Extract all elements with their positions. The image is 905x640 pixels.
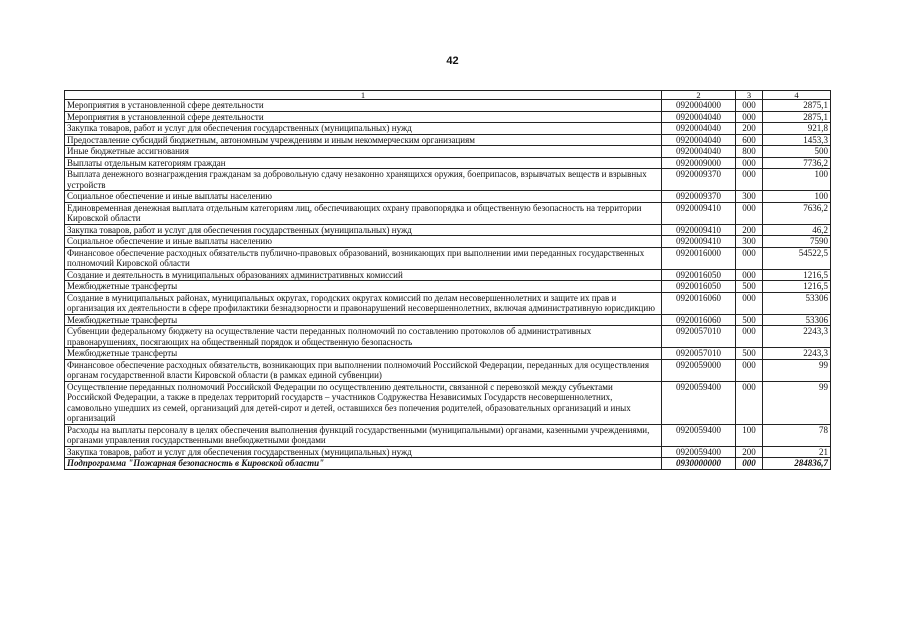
header-code: 2 <box>662 91 736 100</box>
table-row <box>65 269 831 281</box>
row-code-cell: 0920009410 <box>662 202 736 224</box>
row-type-cell: 800 <box>736 146 763 158</box>
row-code-cell: 0920009410 <box>662 236 736 248</box>
row-amount-cell: 100 <box>763 169 831 191</box>
row-code-cell: 0930000000 <box>662 458 736 470</box>
row-name-cell: Выплата денежного вознаграждения гражданам за добровольную сдачу незаконно хранящихся оружия, боеприпасов, взрывчатых веществ и взрывных устройств <box>65 169 662 191</box>
row-type-cell: 000 <box>736 292 763 314</box>
row-type-cell: 000 <box>736 169 763 191</box>
row-code-cell: 0920057010 <box>662 348 736 360</box>
row-amount-cell: 2875,1 <box>763 111 831 123</box>
table-row <box>65 111 831 123</box>
row-amount-cell: 2243,3 <box>763 348 831 360</box>
row-type-cell: 000 <box>736 157 763 169</box>
row-type-cell: 300 <box>736 191 763 203</box>
row-name-cell: Социальное обеспечение и иные выплаты населению <box>65 191 662 203</box>
row-amount-cell: 7636,2 <box>763 202 831 224</box>
row-code-cell: 0920009000 <box>662 157 736 169</box>
row-name-cell: Выплаты отдельным категориям граждан <box>65 157 662 169</box>
budget-table <box>64 90 831 470</box>
row-code-cell: 0920016050 <box>662 281 736 293</box>
row-code-cell: 0920004040 <box>662 134 736 146</box>
row-name-cell: Создание в муниципальных районах, муниципальных округах, городских округах комиссий по делам несовершеннолетних и защите их прав и организация их деятельности в сфере профилактики безнадзорности и правонарушений несовершеннолетних, включая административную юрисдикцию <box>65 292 662 314</box>
table-row <box>65 247 831 269</box>
row-code-cell: 0920009370 <box>662 191 736 203</box>
row-type-cell: 000 <box>736 326 763 348</box>
row-type-cell: 000 <box>736 458 763 470</box>
table-row <box>65 202 831 224</box>
row-type-cell: 000 <box>736 381 763 424</box>
row-amount-cell: 53306 <box>763 314 831 326</box>
table-row <box>65 458 831 470</box>
row-name-cell: Межбюджетные трансферты <box>65 348 662 360</box>
table-row <box>65 381 831 424</box>
row-name-cell: Подпрограмма "Пожарная безопасность в Кировской области" <box>65 458 662 470</box>
row-type-cell: 500 <box>736 314 763 326</box>
table-row <box>65 157 831 169</box>
table-row <box>65 446 831 458</box>
row-type-cell: 200 <box>736 446 763 458</box>
row-name-cell: Финансовое обеспечение расходных обязательств, возникающих при выполнении полномочий Российской Федерации, переданных для осуществления органам государственной власти Кировской области (в рамках единой субвенции) <box>65 359 662 381</box>
row-name-cell: Субвенции федеральному бюджету на осуществление части переданных полномочий по составлению протоколов об административных правонарушениях, посягающих на общественный порядок и общественную безопасность <box>65 326 662 348</box>
row-name-cell: Мероприятия в установленной сфере деятельности <box>65 100 662 112</box>
row-amount-cell: 53306 <box>763 292 831 314</box>
row-type-cell: 500 <box>736 281 763 293</box>
row-name-cell: Финансовое обеспечение расходных обязательств публично-правовых образований, возникающих при выполнении ими переданных государственных полномочий Кировской области <box>65 247 662 269</box>
table-header-row <box>65 91 831 100</box>
row-type-cell: 500 <box>736 348 763 360</box>
row-code-cell: 0920004040 <box>662 111 736 123</box>
row-amount-cell: 2875,1 <box>763 100 831 112</box>
row-amount-cell: 921,8 <box>763 123 831 135</box>
row-amount-cell: 1216,5 <box>763 281 831 293</box>
row-type-cell: 000 <box>736 359 763 381</box>
header-type: 3 <box>736 91 763 100</box>
table-row <box>65 146 831 158</box>
row-type-cell: 000 <box>736 247 763 269</box>
row-type-cell: 300 <box>736 236 763 248</box>
row-type-cell: 000 <box>736 202 763 224</box>
row-amount-cell: 500 <box>763 146 831 158</box>
row-code-cell: 0920016060 <box>662 292 736 314</box>
table-row <box>65 236 831 248</box>
row-code-cell: 0920059000 <box>662 359 736 381</box>
row-type-cell: 000 <box>736 100 763 112</box>
row-amount-cell: 54522,5 <box>763 247 831 269</box>
row-name-cell: Осуществление переданных полномочий Российской Федерации по осуществлению деятельности, связанной с перевозкой между субъектами Российской Федерации, а также в пределах территорий государств – участников Содружества Независимых Государств несовершеннолетних, самовольно ушедших из семей, организаций для детей-сирот и детей, оставшихся без попечения родителей, образовательных организаций и иных организаций <box>65 381 662 424</box>
row-code-cell: 0920004040 <box>662 146 736 158</box>
row-name-cell: Закупка товаров, работ и услуг для обеспечения государственных (муниципальных) нужд <box>65 123 662 135</box>
row-name-cell: Иные бюджетные ассигнования <box>65 146 662 158</box>
row-type-cell: 200 <box>736 123 763 135</box>
row-amount-cell: 100 <box>763 191 831 203</box>
row-amount-cell: 99 <box>763 381 831 424</box>
table-row <box>65 326 831 348</box>
row-code-cell: 0920059400 <box>662 424 736 446</box>
row-code-cell: 0920016000 <box>662 247 736 269</box>
row-name-cell: Закупка товаров, работ и услуг для обеспечения государственных (муниципальных) нужд <box>65 224 662 236</box>
row-amount-cell: 78 <box>763 424 831 446</box>
row-code-cell: 0920004040 <box>662 123 736 135</box>
row-type-cell: 000 <box>736 111 763 123</box>
row-name-cell: Мероприятия в установленной сфере деятельности <box>65 111 662 123</box>
table-body <box>65 100 831 470</box>
row-type-cell: 200 <box>736 224 763 236</box>
row-name-cell: Закупка товаров, работ и услуг для обеспечения государственных (муниципальных) нужд <box>65 446 662 458</box>
table-row <box>65 314 831 326</box>
table-row <box>65 123 831 135</box>
row-type-cell: 600 <box>736 134 763 146</box>
table-row <box>65 359 831 381</box>
table-row <box>65 134 831 146</box>
table-row <box>65 169 831 191</box>
row-amount-cell: 2243,3 <box>763 326 831 348</box>
row-type-cell: 100 <box>736 424 763 446</box>
header-amount: 4 <box>763 91 831 100</box>
header-name: 1 <box>65 91 662 100</box>
page-number: 42 <box>446 55 459 67</box>
row-code-cell: 0920016060 <box>662 314 736 326</box>
row-amount-cell: 46,2 <box>763 224 831 236</box>
row-code-cell: 0920059400 <box>662 381 736 424</box>
row-name-cell: Единовременная денежная выплата отдельным категориям лиц, обеспечивающих охрану правопорядка и общественную безопасность на территории Кировской области <box>65 202 662 224</box>
table-row <box>65 100 831 112</box>
row-name-cell: Социальное обеспечение и иные выплаты населению <box>65 236 662 248</box>
row-name-cell: Расходы на выплаты персоналу в целях обеспечения выполнения функций государственными (муниципальными) органами, казенными учреждениями, органами управления государственными внебюджетными фондами <box>65 424 662 446</box>
row-name-cell: Межбюджетные трансферты <box>65 281 662 293</box>
row-amount-cell: 99 <box>763 359 831 381</box>
row-name-cell: Создание и деятельность в муниципальных образованиях административных комиссий <box>65 269 662 281</box>
row-code-cell: 0920009410 <box>662 224 736 236</box>
row-amount-cell: 7736,2 <box>763 157 831 169</box>
table-row <box>65 281 831 293</box>
table-row <box>65 348 831 360</box>
row-amount-cell: 1216,5 <box>763 269 831 281</box>
row-amount-cell: 21 <box>763 446 831 458</box>
row-code-cell: 0920016050 <box>662 269 736 281</box>
row-amount-cell: 1453,3 <box>763 134 831 146</box>
row-name-cell: Межбюджетные трансферты <box>65 314 662 326</box>
row-name-cell: Предоставление субсидий бюджетным, автономным учреждениям и иным некоммерческим организациям <box>65 134 662 146</box>
table-row <box>65 224 831 236</box>
row-type-cell: 000 <box>736 269 763 281</box>
row-code-cell: 0920009370 <box>662 169 736 191</box>
row-amount-cell: 7590 <box>763 236 831 248</box>
table-row <box>65 191 831 203</box>
row-code-cell: 0920059400 <box>662 446 736 458</box>
row-code-cell: 0920057010 <box>662 326 736 348</box>
table-row <box>65 292 831 314</box>
row-code-cell: 0920004000 <box>662 100 736 112</box>
table-row <box>65 424 831 446</box>
row-amount-cell: 284836,7 <box>763 458 831 470</box>
